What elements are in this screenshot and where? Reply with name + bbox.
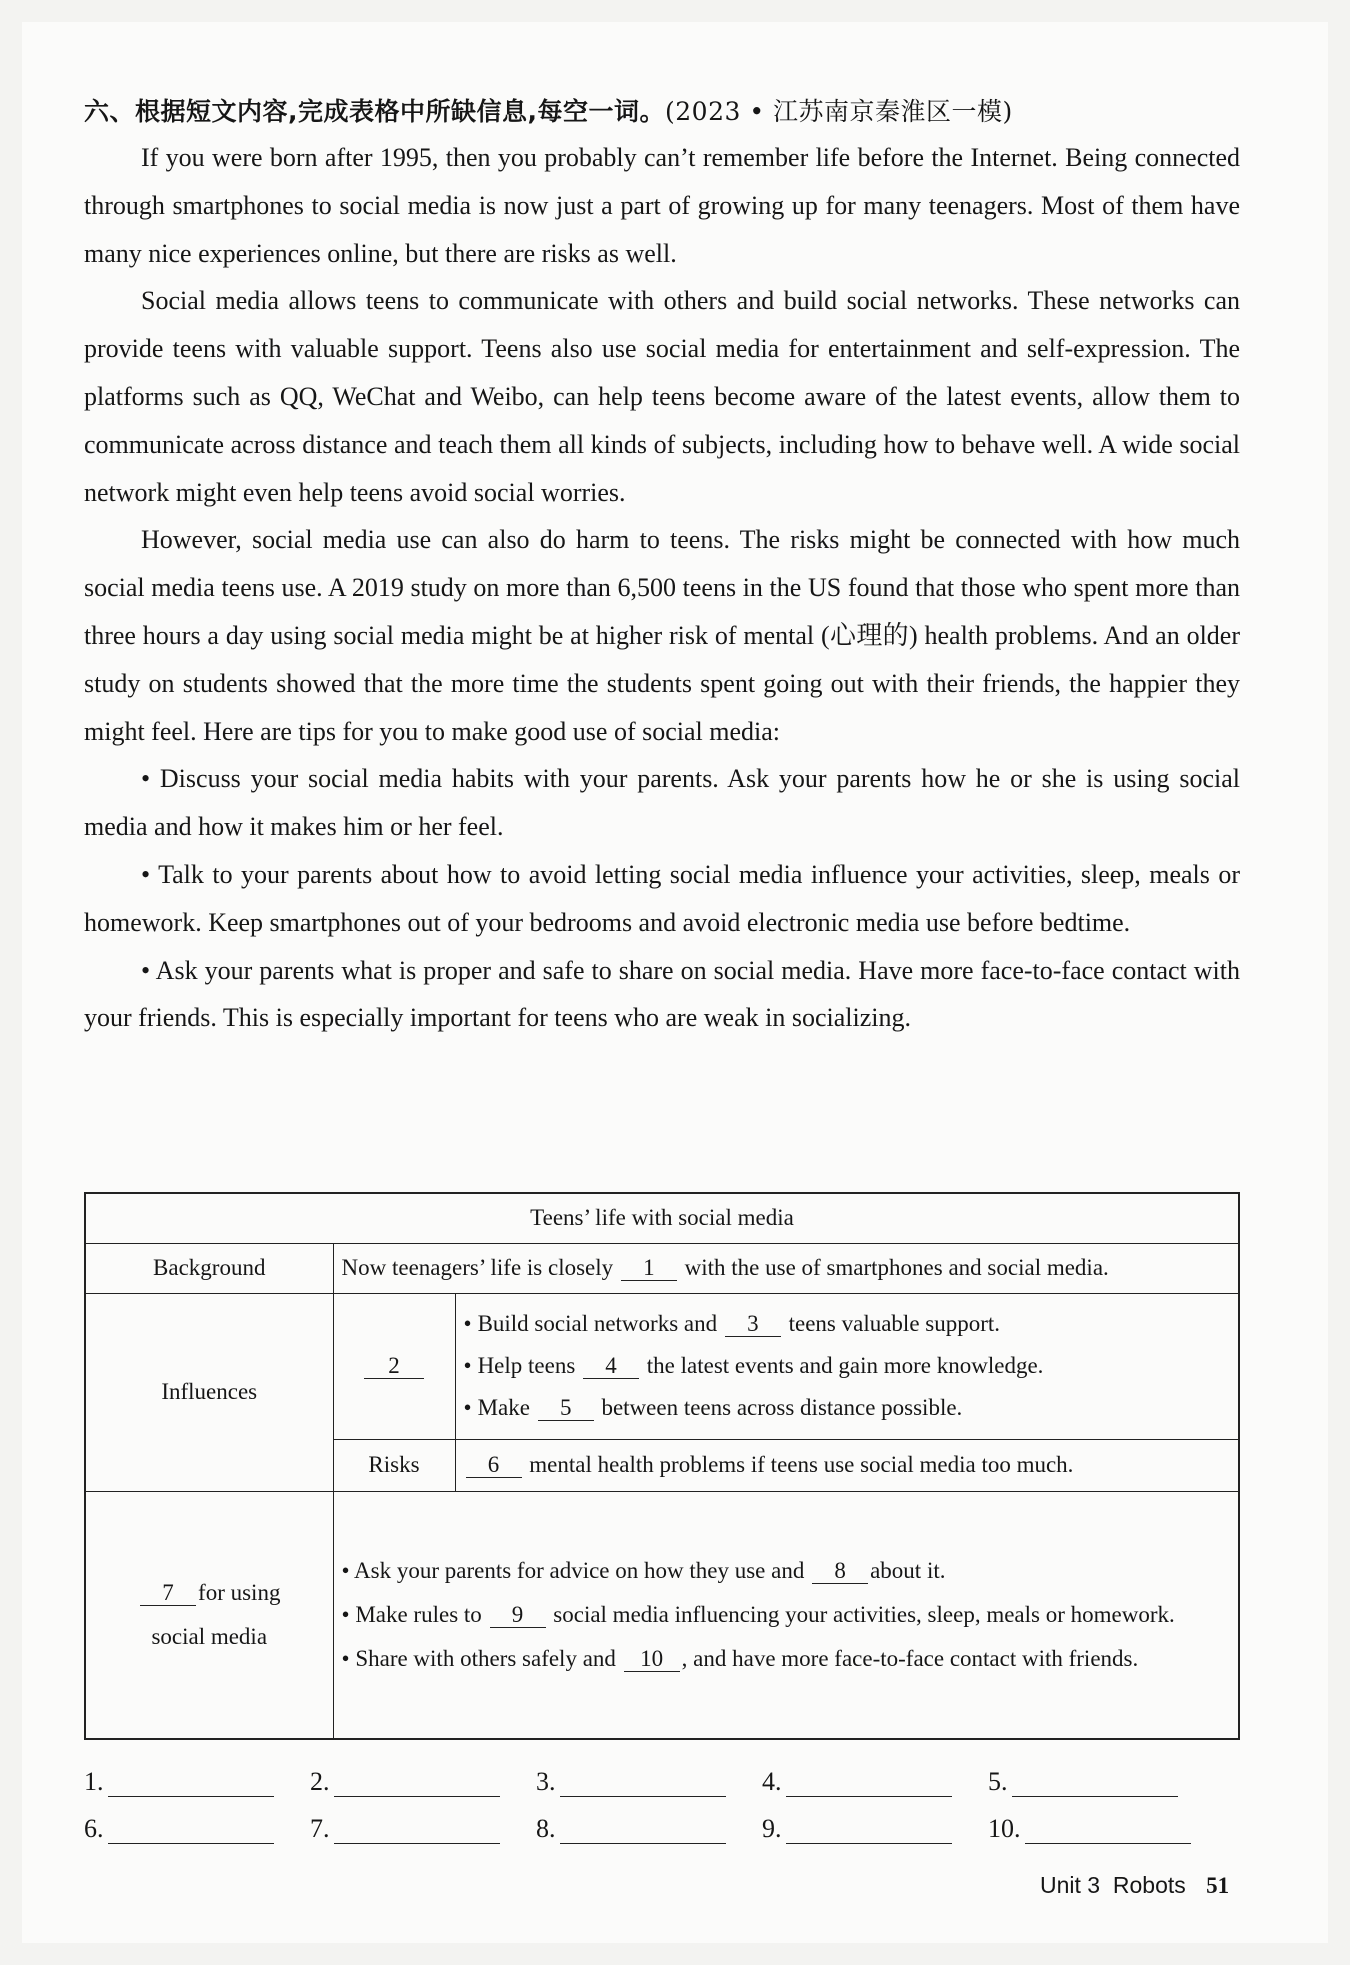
reading-passage xyxy=(84,134,1240,1042)
tips-label: 7 for using social media xyxy=(85,1491,333,1739)
paragraph: However, social media use can also do harm to teens. The risks might be connected with how much social media teens use. A 2019 study on more than 6,500 teens in the US found that those who spent more than three hours a day using social media might be at higher risk of mental (心理的) health problems. And an older study on students showed that the more time the students spent going out with their friends, the happier they might feel. Here are tips for you to make good use of social media: xyxy=(84,525,1240,746)
answer-slot[interactable]: 10. xyxy=(988,1814,1214,1844)
blank-3[interactable]: 3 xyxy=(725,1311,781,1337)
tips-list xyxy=(333,1491,1239,1739)
blank-10[interactable]: 10 xyxy=(624,1646,680,1672)
answer-slot[interactable]: 5. xyxy=(988,1767,1214,1797)
page-number: 51 xyxy=(1206,1873,1230,1898)
blank-6[interactable]: 6 xyxy=(466,1452,522,1478)
unit-title: Robots xyxy=(1112,1872,1186,1898)
influences-label: Influences xyxy=(85,1293,333,1491)
unit-label: Unit 3 xyxy=(1040,1872,1101,1898)
exercise-heading xyxy=(84,92,1264,128)
benefits-list xyxy=(455,1293,1239,1439)
tip-paragraph: • Talk to your parents about how to avoid letting social media influence your activities, sleep, meals or homework. Keep smartphones out of your bedrooms and avoid electronic media use before bedtime. xyxy=(84,859,1240,937)
answer-slot[interactable]: 4. xyxy=(762,1767,988,1797)
answer-lines xyxy=(84,1750,1240,1844)
background-text: Now teenagers’ life is closely 1 with the use of smartphones and social media. xyxy=(333,1243,1239,1293)
benefit-cell xyxy=(333,1293,455,1439)
answer-slot[interactable]: 3. xyxy=(536,1767,762,1797)
risks-text: 6 mental health problems if teens use social media too much. xyxy=(455,1439,1239,1491)
blank-9[interactable]: 9 xyxy=(490,1602,546,1628)
blank-5[interactable]: 5 xyxy=(538,1395,594,1421)
blank-8[interactable]: 8 xyxy=(812,1558,868,1584)
list-item: • Help teens 4 the latest events and gain more knowledge. xyxy=(463,1353,1044,1379)
answer-slot[interactable]: 6. xyxy=(84,1814,310,1844)
blank-1[interactable]: 1 xyxy=(621,1255,677,1281)
list-item: • Make rules to 9 social media influencing your activities, sleep, meals or homework. xyxy=(341,1601,1175,1627)
answer-row xyxy=(84,1750,1240,1797)
answer-slot[interactable]: 1. xyxy=(84,1767,310,1797)
table-title: Teens’ life with social media xyxy=(85,1193,1239,1243)
paragraph: If you were born after 1995, then you probably can’t remember life before the Internet. Being connected through smartphones to social media is now just a part of growing up for many teenagers. Most of them have many nice experiences online, but there are risks as well. xyxy=(84,143,1240,268)
list-item: • Make 5 between teens across distance possible. xyxy=(463,1394,963,1420)
info-table xyxy=(84,1192,1240,1740)
paragraph: Social media allows teens to communicate with others and build social networks. These networks can provide teens with valuable support. Teens also use social media for entertainment and self-expression. The platforms such as QQ, WeChat and Weibo, can help teens become aware of the latest events, allow them to communicate across distance and teach them all kinds of subjects, including how to behave well. A wide social network might even help teens avoid social worries. xyxy=(84,286,1240,507)
page-footer xyxy=(1040,1872,1229,1899)
blank-7[interactable]: 7 xyxy=(140,1580,196,1606)
list-item: • Share with others safely and 10 , and have more face-to-face contact with friends. xyxy=(341,1645,1139,1671)
answer-slot[interactable]: 2. xyxy=(310,1767,536,1797)
list-item: • Build social networks and 3 teens valuable support. xyxy=(463,1311,1001,1337)
blank-2[interactable]: 2 xyxy=(364,1353,424,1379)
exercise-source: (2023 • 江苏南京秦淮区一模) xyxy=(665,97,1013,126)
exercise-title: 六、根据短文内容,完成表格中所缺信息,每空一词。 xyxy=(84,97,665,126)
answer-slot[interactable]: 8. xyxy=(536,1814,762,1844)
risks-label: Risks xyxy=(333,1439,455,1491)
blank-4[interactable]: 4 xyxy=(583,1353,639,1379)
tip-paragraph: • Discuss your social media habits with your parents. Ask your parents how he or she is using social media and how it makes him or her feel. xyxy=(84,764,1240,842)
background-label: Background xyxy=(85,1243,333,1293)
list-item: • Ask your parents for advice on how they use and 8 about it. xyxy=(341,1557,946,1583)
tip-paragraph: • Ask your parents what is proper and safe to share on social media. Have more face-to-face contact with your friends. This is especially important for teens who are weak in socializing. xyxy=(84,955,1240,1033)
answer-slot[interactable]: 9. xyxy=(762,1814,988,1844)
answer-slot[interactable]: 7. xyxy=(310,1814,536,1844)
answer-row xyxy=(84,1797,1240,1844)
